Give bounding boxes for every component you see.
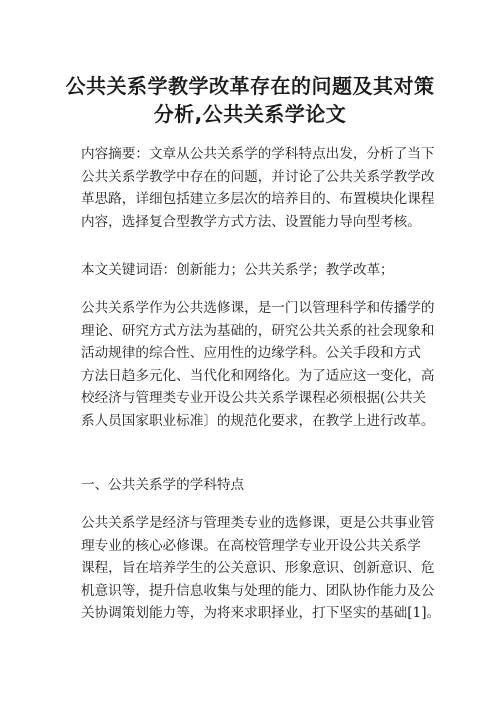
- text-line: 关协调策划能力等，为将来求职择业，打下坚实的基础[1]。: [81, 605, 441, 621]
- abstract-paragraph: [81, 143, 435, 233]
- text-line: 本文关键词语：创新能力；公共关系学；教学改革；: [81, 262, 394, 278]
- text-line: 方法日趋多元化、当代化和网络化。为了适应这一变化，高: [81, 367, 435, 384]
- title-line: 分析,公共关系学论文: [153, 102, 347, 126]
- text-line: 一、公共关系学的学科特点: [81, 477, 245, 493]
- text-line: 内容，选择复合型教学方式方法、设置能力导向型考核。: [81, 213, 421, 230]
- intro-paragraph: [81, 297, 435, 432]
- text-line: 公共关系学作为公共选修课，是一门以管理科学和传播学的: [81, 300, 435, 316]
- text-line: 校经济与管理类专业开设公共关系学课程必须根据(公共关: [81, 390, 427, 406]
- document-title: [40, 72, 460, 128]
- keywords-paragraph: [81, 259, 431, 282]
- text-line: 活动规律的综合性、应用性的边缘学科。公关手段和方式: [81, 345, 421, 361]
- text-line: 系人员国家职业标准〕的规范化要求，在教学上进行改革。: [81, 412, 435, 429]
- text-line: 公共关系学是经济与管理类专业的选修课，更是公共事业管: [81, 515, 435, 531]
- text-line: 理论、研究方式方法为基础的，研究公共关系的社会现象和: [81, 322, 435, 339]
- text-line: 理专业的核心必修课。在高校管理学专业开设公共关系学: [81, 537, 421, 554]
- text-line: 公共关系学教学中存在的问题，并讨论了公共关系学教学改: [81, 168, 435, 185]
- text-line: 内容摘要：文章从公共关系学的学科特点出发，分析了当下: [81, 146, 435, 162]
- section-paragraph: [81, 512, 441, 625]
- section-heading: [81, 474, 431, 497]
- title-line: 公共关系学教学改革存在的问题及其对策: [65, 74, 435, 98]
- text-line: 课程，旨在培养学生的公关意识、形象意识、创新意识、危: [81, 560, 435, 576]
- text-line: 机意识等，提升信息收集与处理的能力、团队协作能力及公: [81, 582, 435, 599]
- text-line: 革思路，详细包括建立多层次的培养目的、布置模块化课程: [81, 191, 435, 207]
